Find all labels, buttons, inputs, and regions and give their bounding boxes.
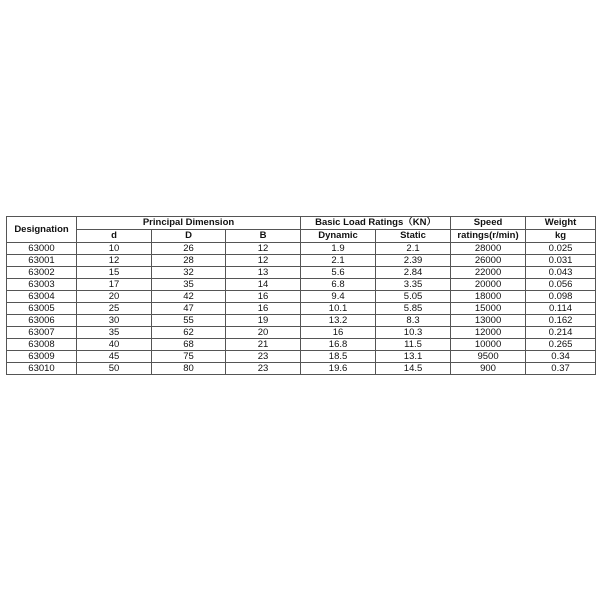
cell-d-large: 35 [152,279,226,291]
cell-d-large: 47 [152,303,226,315]
table-row [7,327,596,339]
cell-weight: 0.34 [526,351,596,363]
cell-dynamic: 9.4 [301,291,376,303]
cell-weight: 0.031 [526,255,596,267]
cell-speed: 26000 [451,255,526,267]
cell-speed: 28000 [451,243,526,255]
cell-b: 19 [226,315,301,327]
header-speed-unit: ratings(r/min) [451,230,526,243]
cell-static: 13.1 [376,351,451,363]
cell-speed: 900 [451,363,526,375]
cell-dynamic: 5.6 [301,267,376,279]
cell-speed: 22000 [451,267,526,279]
cell-d-small: 10 [77,243,152,255]
cell-weight: 0.056 [526,279,596,291]
table-row [7,243,596,255]
cell-dynamic: 2.1 [301,255,376,267]
cell-b: 12 [226,255,301,267]
cell-dynamic: 19.6 [301,363,376,375]
cell-static: 2.1 [376,243,451,255]
cell-b: 16 [226,303,301,315]
header-basic-load-ratings: Basic Load Ratings（KN） [301,217,451,230]
bearing-spec-table [6,216,596,375]
cell-speed: 15000 [451,303,526,315]
cell-d-small: 45 [77,351,152,363]
cell-b: 23 [226,351,301,363]
cell-d-large: 62 [152,327,226,339]
cell-speed: 13000 [451,315,526,327]
header-b: B [226,230,301,243]
cell-static: 2.84 [376,267,451,279]
table-row [7,303,596,315]
cell-dynamic: 16.8 [301,339,376,351]
cell-static: 8.3 [376,315,451,327]
header-speed: Speed [451,217,526,230]
cell-designation: 63004 [7,291,77,303]
cell-weight: 0.114 [526,303,596,315]
table-row [7,279,596,291]
header-weight: Weight [526,217,596,230]
cell-d-small: 35 [77,327,152,339]
cell-designation: 63002 [7,267,77,279]
cell-d-large: 68 [152,339,226,351]
cell-d-small: 25 [77,303,152,315]
header-principal-dimension: Principal Dimension [77,217,301,230]
table-row [7,255,596,267]
cell-dynamic: 18.5 [301,351,376,363]
cell-designation: 63010 [7,363,77,375]
cell-d-large: 75 [152,351,226,363]
cell-designation: 63006 [7,315,77,327]
table-row [7,291,596,303]
cell-b: 16 [226,291,301,303]
bearing-spec-table-container [6,216,595,375]
cell-dynamic: 6.8 [301,279,376,291]
cell-designation: 63003 [7,279,77,291]
header-d-large: D [152,230,226,243]
cell-weight: 0.025 [526,243,596,255]
cell-weight: 0.37 [526,363,596,375]
cell-b: 13 [226,267,301,279]
cell-static: 10.3 [376,327,451,339]
cell-speed: 10000 [451,339,526,351]
cell-designation: 63000 [7,243,77,255]
cell-dynamic: 13.2 [301,315,376,327]
table-header [7,217,596,243]
table-row [7,267,596,279]
cell-static: 5.05 [376,291,451,303]
table-row [7,315,596,327]
table-row [7,339,596,351]
cell-d-small: 40 [77,339,152,351]
cell-weight: 0.265 [526,339,596,351]
cell-static: 11.5 [376,339,451,351]
cell-static: 5.85 [376,303,451,315]
cell-designation: 63007 [7,327,77,339]
cell-d-small: 12 [77,255,152,267]
cell-static: 3.35 [376,279,451,291]
cell-designation: 63005 [7,303,77,315]
cell-b: 14 [226,279,301,291]
cell-speed: 20000 [451,279,526,291]
cell-d-small: 17 [77,279,152,291]
cell-b: 23 [226,363,301,375]
cell-weight: 0.098 [526,291,596,303]
cell-designation: 63008 [7,339,77,351]
cell-d-large: 32 [152,267,226,279]
header-row-secondary [7,230,596,243]
cell-dynamic: 16 [301,327,376,339]
header-static: Static [376,230,451,243]
table-body [7,243,596,375]
cell-b: 20 [226,327,301,339]
cell-weight: 0.043 [526,267,596,279]
cell-weight: 0.162 [526,315,596,327]
header-weight-unit: kg [526,230,596,243]
cell-d-small: 50 [77,363,152,375]
table-row [7,363,596,375]
cell-speed: 9500 [451,351,526,363]
cell-d-large: 42 [152,291,226,303]
cell-d-large: 55 [152,315,226,327]
cell-b: 21 [226,339,301,351]
cell-designation: 63009 [7,351,77,363]
cell-dynamic: 1.9 [301,243,376,255]
header-d-small: d [77,230,152,243]
cell-d-small: 20 [77,291,152,303]
header-designation: Designation [7,217,77,243]
cell-static: 14.5 [376,363,451,375]
cell-d-large: 26 [152,243,226,255]
cell-d-small: 15 [77,267,152,279]
cell-b: 12 [226,243,301,255]
header-row-primary [7,217,596,230]
cell-d-large: 80 [152,363,226,375]
cell-speed: 18000 [451,291,526,303]
cell-weight: 0.214 [526,327,596,339]
cell-static: 2.39 [376,255,451,267]
cell-d-small: 30 [77,315,152,327]
cell-designation: 63001 [7,255,77,267]
cell-speed: 12000 [451,327,526,339]
cell-dynamic: 10.1 [301,303,376,315]
table-row [7,351,596,363]
cell-d-large: 28 [152,255,226,267]
header-dynamic: Dynamic [301,230,376,243]
